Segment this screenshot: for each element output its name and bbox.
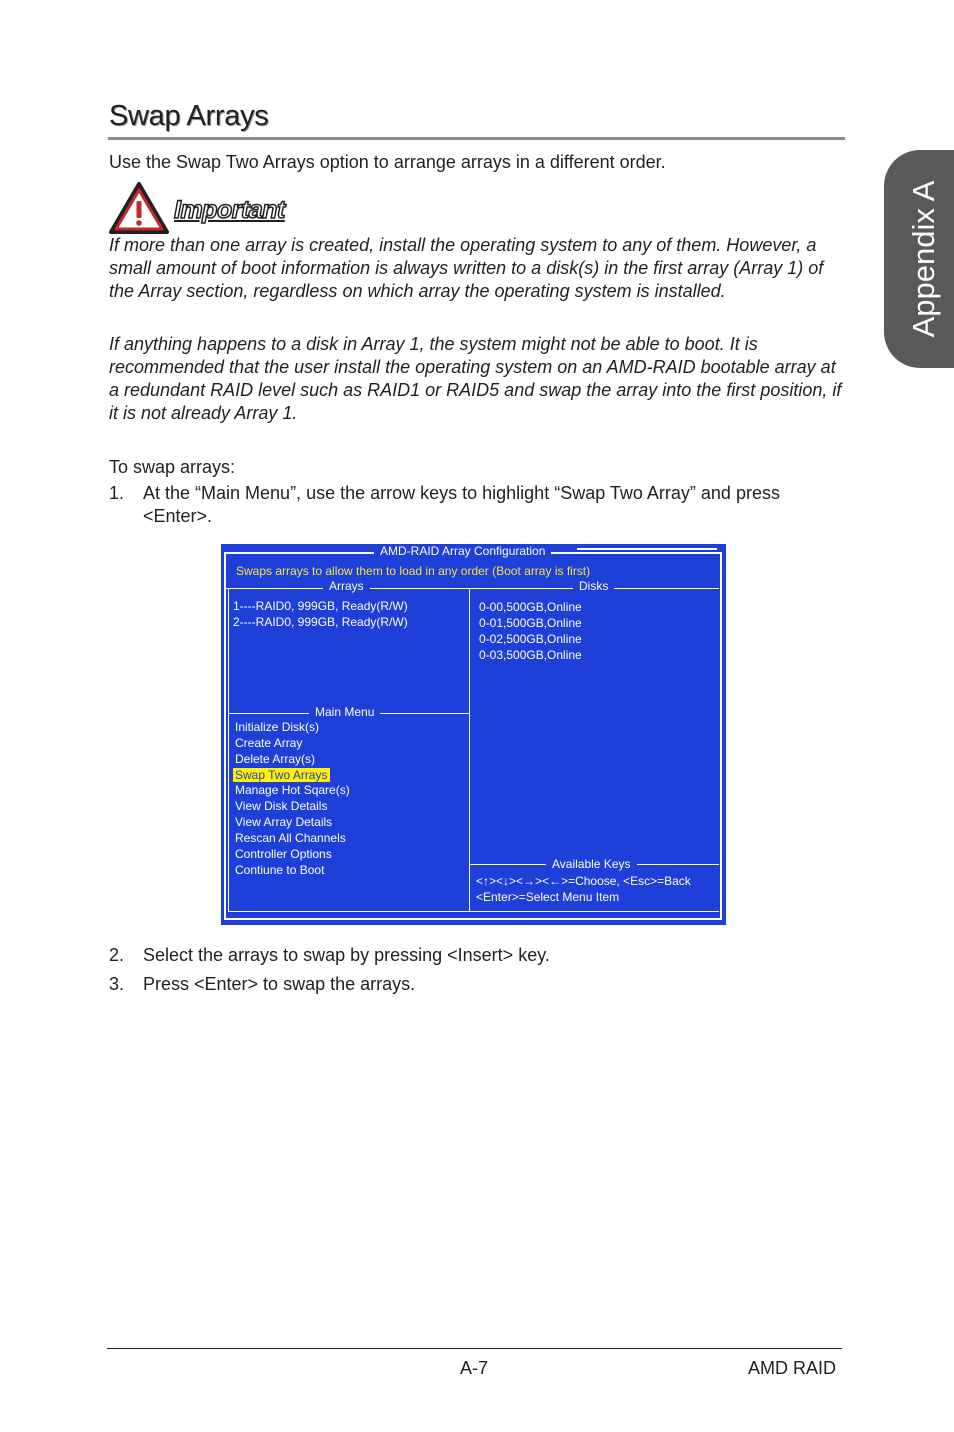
menu-item-create[interactable]: Create Array (235, 736, 303, 750)
screen-header: AMD-RAID Array Configuration (374, 544, 551, 558)
menu-item-delete[interactable]: Delete Array(s) (235, 752, 316, 766)
disks-label: Disks (573, 579, 614, 593)
step-text: At the “Main Menu”, use the arrow keys to highlight “Swap Two Array” and press <Enter>. (143, 483, 780, 526)
menu-item-swap-label: Swap Two Arrays (233, 768, 330, 782)
menu-item-disk-details[interactable]: View Disk Details (235, 799, 328, 813)
arrays-label: Arrays (323, 579, 370, 593)
bottom-inner-border (228, 911, 719, 912)
footer-divider (107, 1348, 842, 1349)
array-item[interactable]: 2----RAID0, 999GB, Ready(R/W) (233, 615, 408, 629)
raid-config-screen (221, 544, 726, 925)
header-rule (577, 548, 717, 550)
section-name: AMD RAID (748, 1358, 837, 1378)
disk-item: 0-00,500GB,Online (479, 600, 582, 614)
intro-text: Use the Swap Two Arrays option to arrange arrays in a different order. (109, 152, 666, 172)
menu-item-controller[interactable]: Controller Options (235, 847, 332, 861)
page-title: Swap Arrays (109, 100, 269, 132)
step-number: 3. (109, 974, 125, 994)
disk-item: 0-03,500GB,Online (479, 648, 582, 662)
appendix-tab-label: Appendix A (906, 180, 941, 338)
disk-item: 0-01,500GB,Online (479, 616, 582, 630)
array-item[interactable]: 1----RAID0, 999GB, Ready(R/W) (233, 599, 408, 613)
step-number: 1. (109, 483, 125, 503)
important-paragraph-1: If more than one array is created, install the operating system to any of them. However, a small amount of boot information is always written to a disk(s) in the first array (Array 1) of the Array section, regardless on which array the operating system is installed. (109, 235, 824, 301)
step-text: Press <Enter> to swap the arrays. (143, 974, 416, 994)
title-divider (108, 137, 845, 140)
keys-line-1: <↑><↓><→><←>=Choose, <Esc>=Back (476, 874, 691, 888)
menu-item-initialize[interactable]: Initialize Disk(s) (235, 720, 320, 734)
step-number: 2. (109, 945, 125, 965)
menu-item-boot[interactable]: Contiune to Boot (235, 863, 325, 877)
steps-intro: To swap arrays: (109, 457, 236, 477)
keys-label: Available Keys (546, 857, 637, 871)
panel-top-line (226, 588, 719, 589)
important-heading: Important (174, 196, 285, 224)
hint-text: Swaps arrays to allow them to load in any order (Boot array is first) (236, 564, 591, 578)
important-paragraph-2: If anything happens to a disk in Array 1, the system might not be able to boot. It is recommended that the user install the operating system on an AMD-RAID bootable array at a redundant RAID level such as RAID1 or RAID5 and swap the array into the first position, if it is not already Array 1. (109, 334, 842, 423)
keys-line-2: <Enter>=Select Menu Item (476, 890, 620, 904)
menu-item-rescan[interactable]: Rescan All Channels (235, 831, 346, 845)
warning-icon (108, 181, 170, 240)
menu-item-swap[interactable] (233, 768, 330, 782)
left-inner-border (228, 588, 229, 912)
page-number: A-7 (460, 1358, 489, 1378)
main-menu-label: Main Menu (309, 705, 380, 719)
menu-item-array-details[interactable]: View Array Details (235, 815, 333, 829)
step-text: Select the arrays to swap by pressing <Insert> key. (143, 945, 550, 965)
menu-item-hot-spare[interactable]: Manage Hot Sqare(s) (235, 783, 350, 797)
appendix-tab (884, 150, 954, 368)
header-rule-2 (577, 552, 717, 553)
disk-item: 0-02,500GB,Online (479, 632, 582, 646)
